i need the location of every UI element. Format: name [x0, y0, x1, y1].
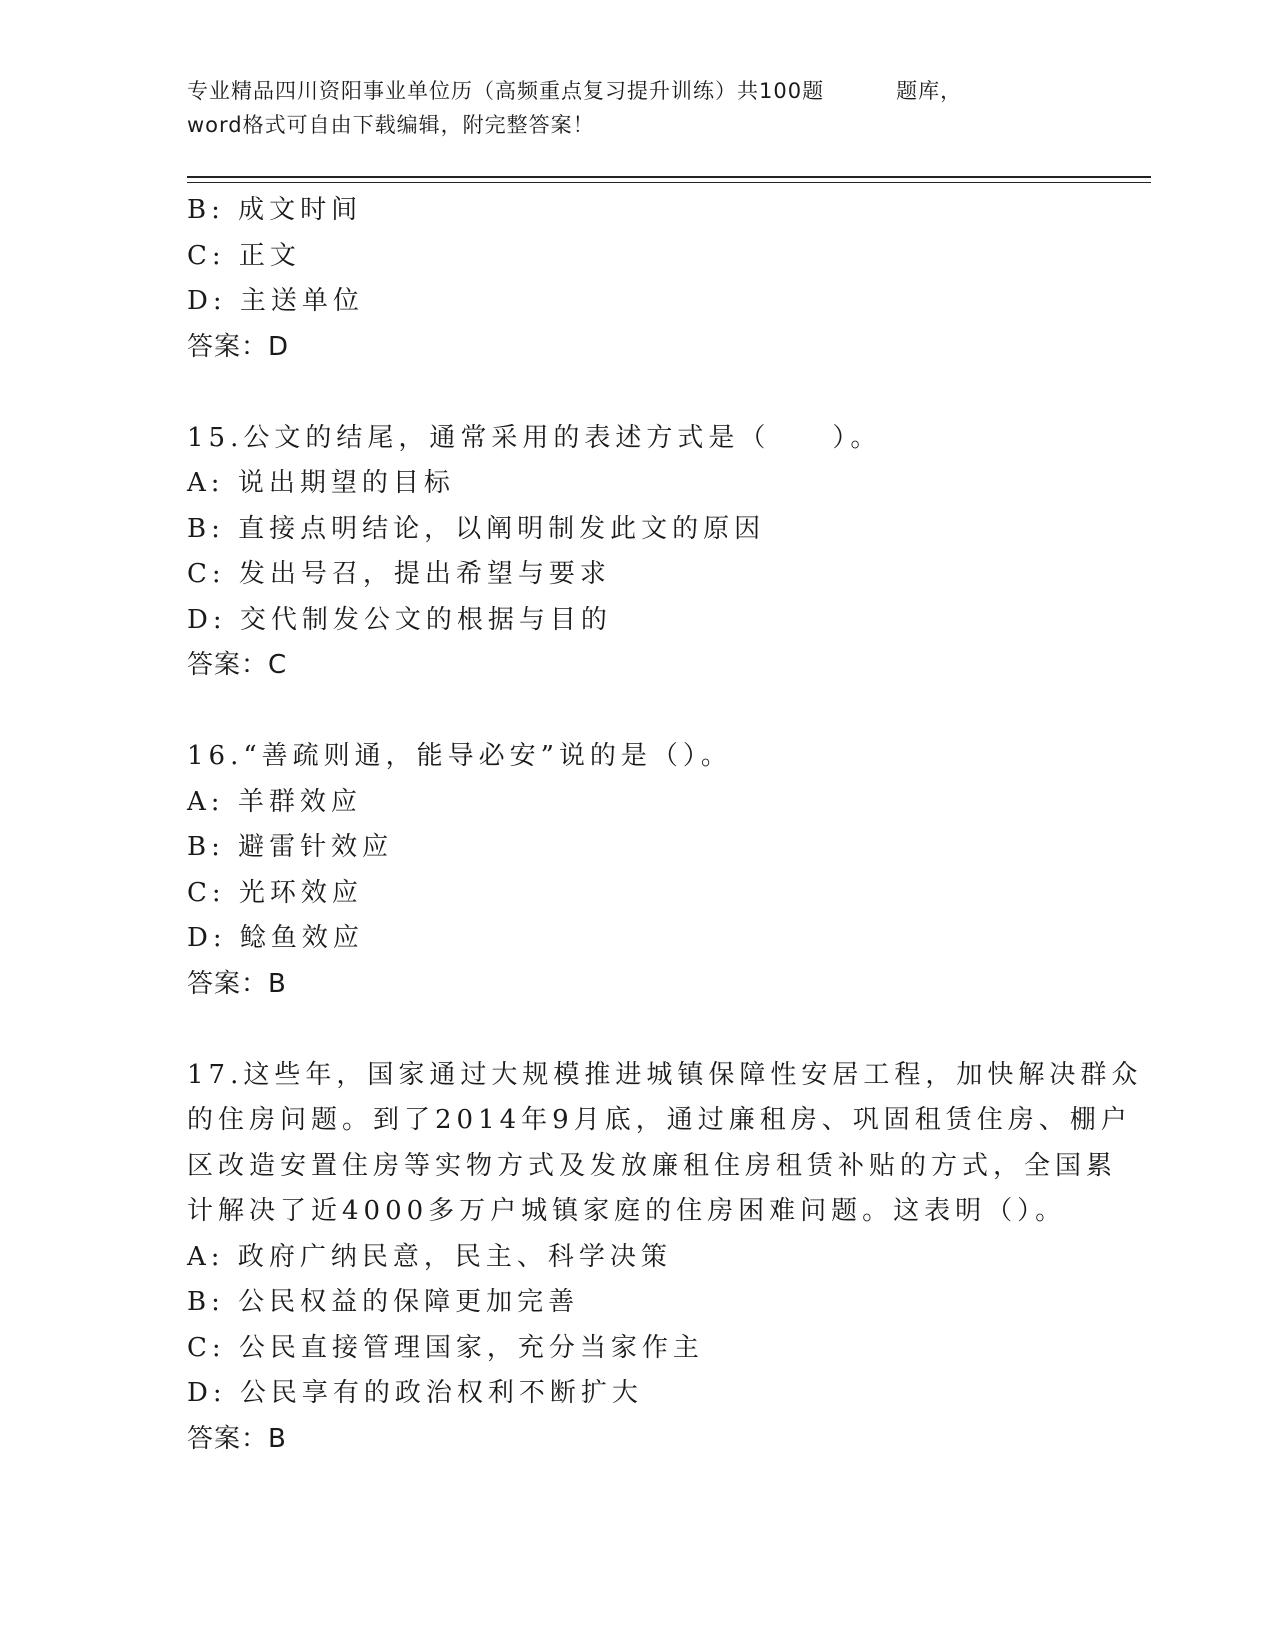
question-14-continued	[187, 188, 1087, 370]
option-d: D: 交代制发公文的根据与目的	[187, 604, 612, 635]
option-d: D: 主送单位	[187, 286, 364, 316]
option-a: A: 羊群效应	[187, 786, 362, 817]
option-a: A: 说出期望的目标	[187, 468, 455, 498]
option-b: B: 公民权益的保障更加完善	[187, 1287, 580, 1317]
option-d: D: 公民享有的政治权利不断扩大	[187, 1378, 643, 1408]
header-line-1	[187, 74, 1087, 108]
header-line-2: word格式可自由下载编辑，附完整答案！	[187, 113, 595, 137]
question-stem-line-2: 的住房问题。到了2014年9月底，通过廉租房、巩固租赁住房、棚户	[187, 1105, 1132, 1135]
option-c: C: 发出号召，提出希望与要求	[187, 559, 611, 589]
option-b: B: 避雷针效应	[187, 832, 394, 862]
answer: 答案：B	[187, 968, 287, 999]
document-header	[187, 74, 1087, 142]
question-stem-line-4: 计解决了近4000多万户城镇家庭的住房困难问题。这表明（）。	[187, 1196, 1067, 1226]
question-stem: 16.“善疏则通，能导必安”说的是（）。	[187, 741, 732, 771]
option-b: B: 直接点明结论，以阐明制发此文的原因	[187, 513, 766, 544]
option-c: C: 公民直接管理国家，充分当家作主	[187, 1332, 704, 1363]
question-stem: 15.公文的结尾，通常采用的表述方式是（ ）。	[187, 422, 882, 453]
option-c: C: 正文	[187, 240, 301, 271]
question-stem-line-1: 17.这些年，国家通过大规模推进城镇保障性安居工程，加快解决群众	[187, 1059, 1143, 1090]
option-a: A: 政府广纳民意，民主、科学决策	[187, 1241, 672, 1272]
header-divider-thick	[187, 176, 1151, 178]
question-16	[187, 734, 1087, 1007]
question-list	[187, 188, 1143, 1462]
header-title-suffix: 题库，	[896, 79, 963, 103]
question-17	[187, 1053, 1143, 1463]
answer: 答案：D	[187, 331, 290, 362]
header-divider-thin	[187, 182, 1151, 183]
option-b: B: 成文时间	[187, 195, 363, 225]
option-d: D: 鲶鱼效应	[187, 923, 364, 953]
question-stem-line-3: 区改造安置住房等实物方式及发放廉租住房租赁补贴的方式，全国累	[187, 1150, 1118, 1181]
question-15	[187, 416, 1087, 689]
option-c: C: 光环效应	[187, 877, 363, 908]
answer: 答案：C	[187, 650, 288, 680]
header-title: 专业精品四川资阳事业单位历（高频重点复习提升训练）共100题	[187, 79, 825, 103]
answer: 答案：B	[187, 1423, 287, 1454]
